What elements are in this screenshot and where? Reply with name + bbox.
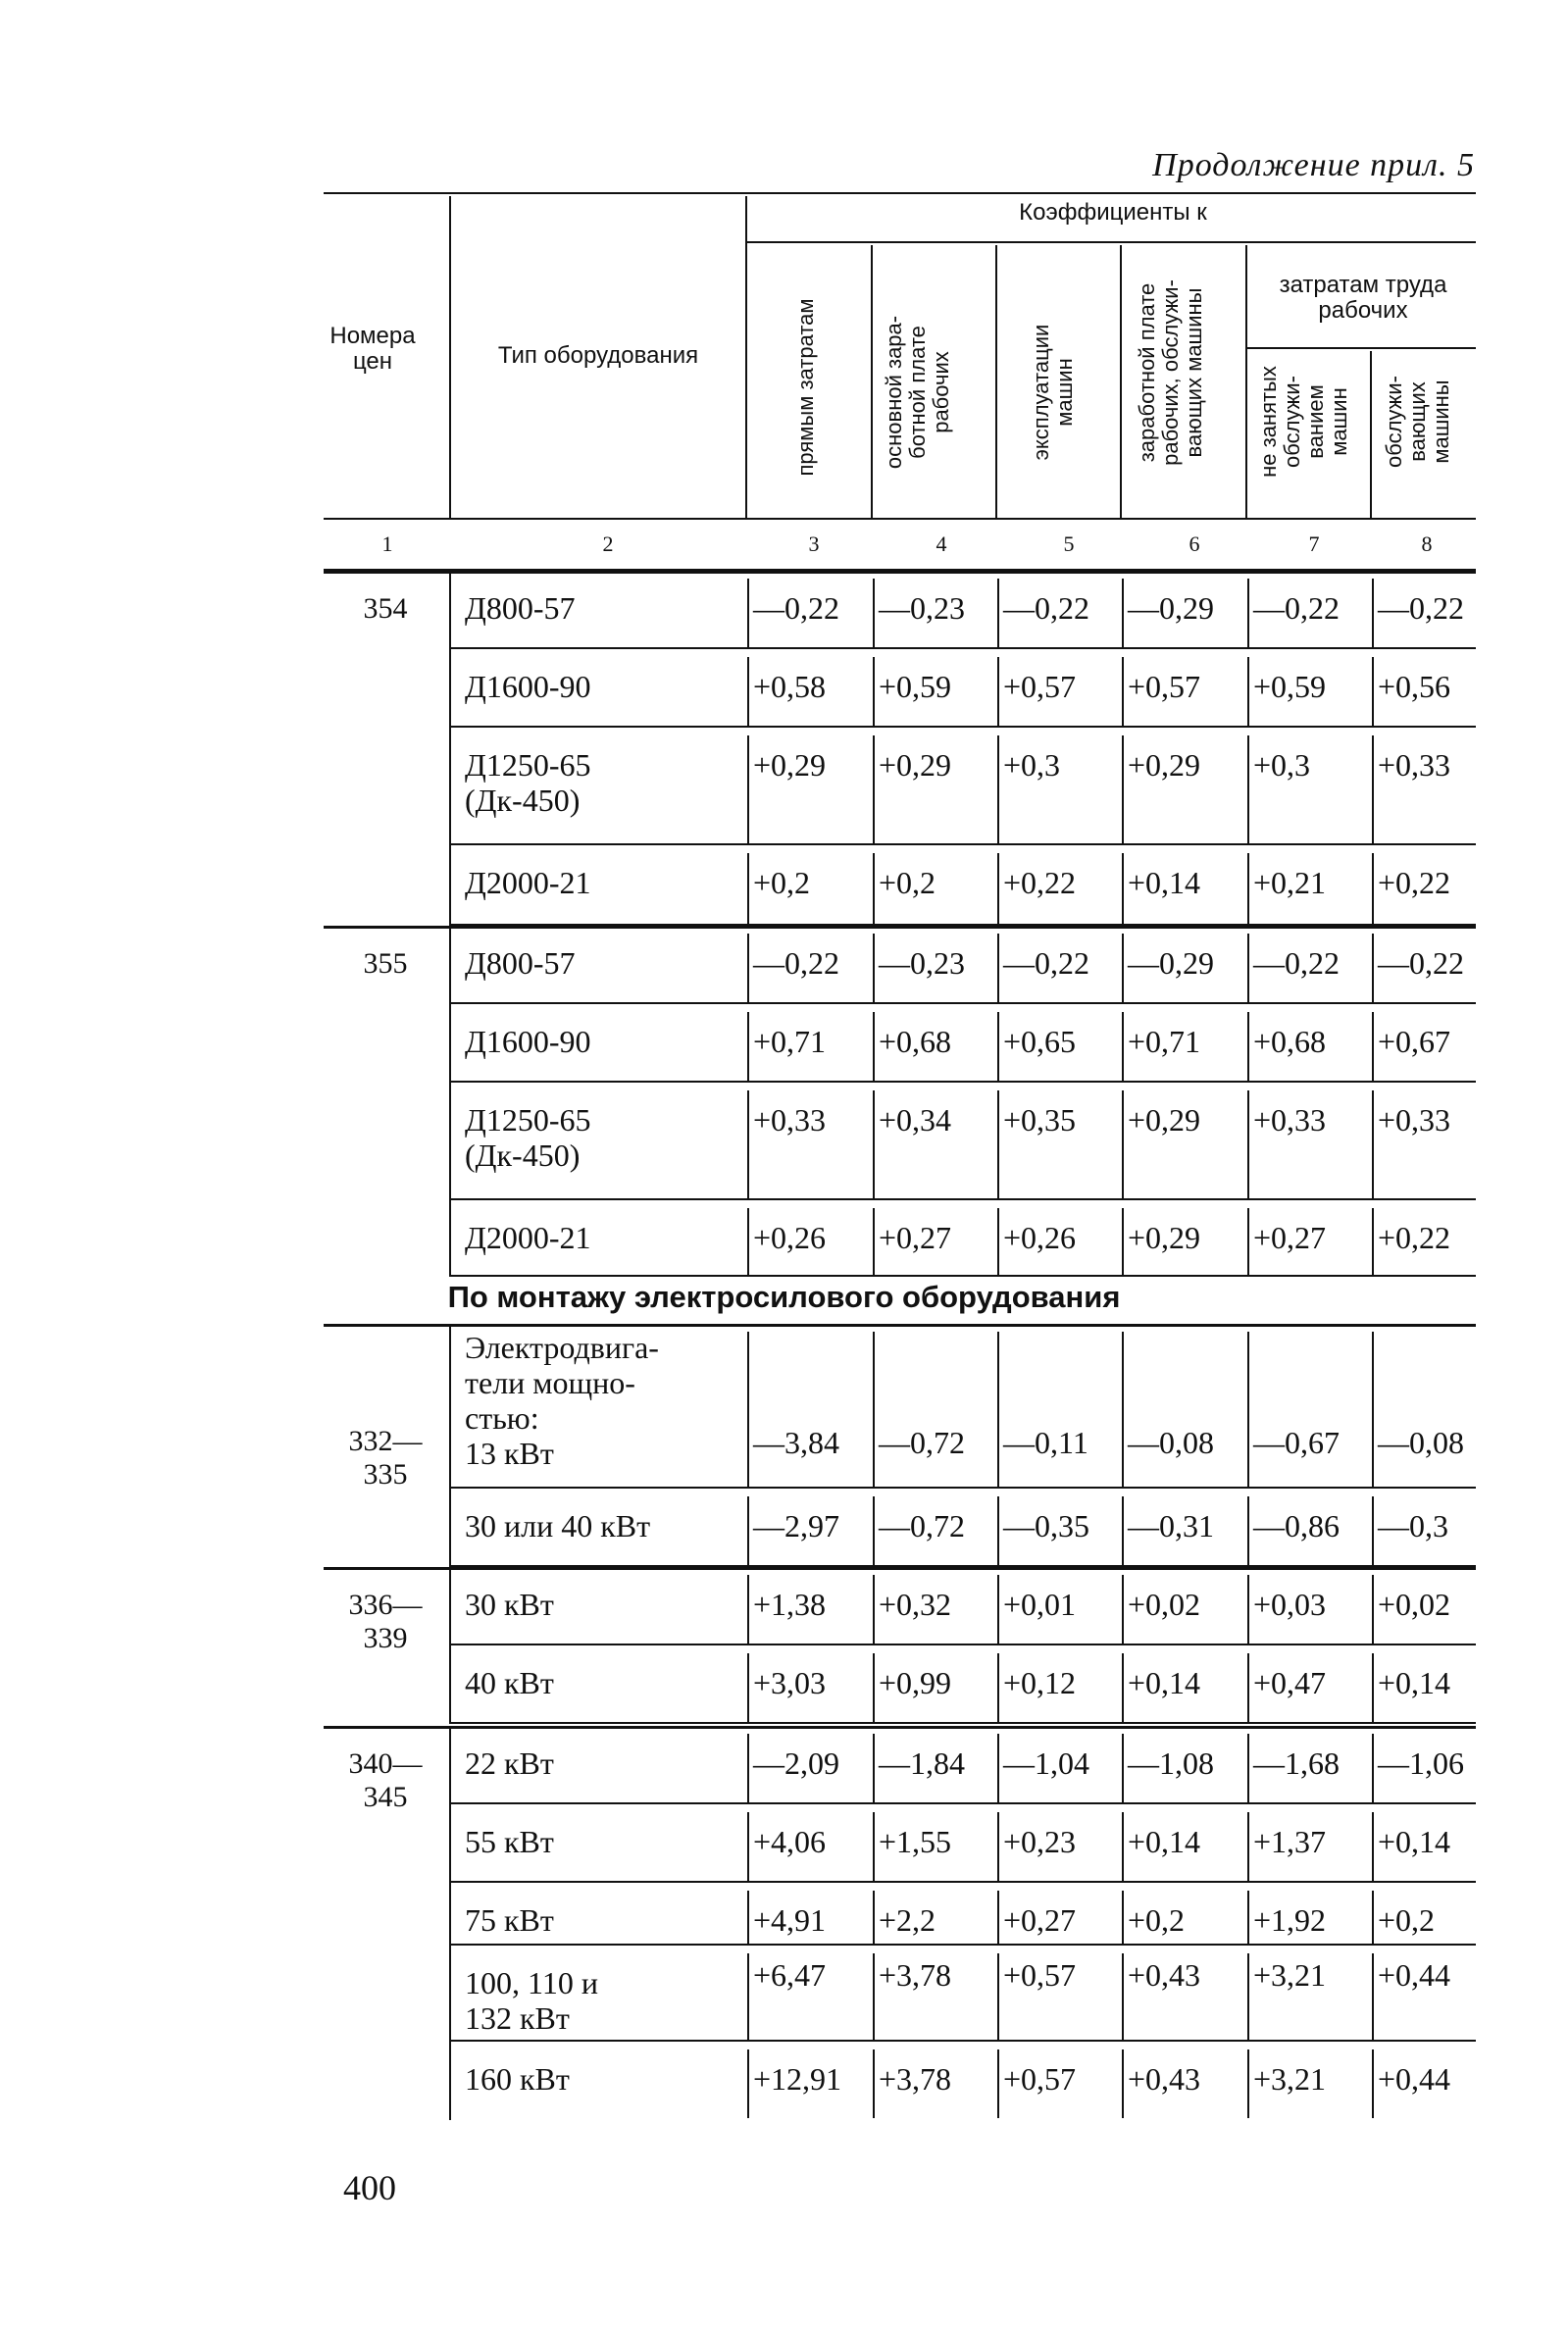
value-cell-border <box>1122 2049 1124 2118</box>
value-cell-border <box>1247 853 1249 924</box>
value-cell-border <box>997 1332 999 1487</box>
value-cell-border <box>873 1575 875 1644</box>
value-cell-border <box>1372 1812 1374 1881</box>
value-cell-border <box>997 2049 999 2118</box>
value-cell-border <box>1247 1734 1249 1802</box>
value-cell-border <box>873 1012 875 1081</box>
equipment-left-border <box>449 1004 451 1083</box>
equipment-left-border <box>449 845 451 926</box>
coefficient-value: +2,2 <box>879 1902 936 1938</box>
value-cell-border <box>1122 579 1124 647</box>
coefficient-value: —0,22 <box>1253 945 1340 981</box>
value-cell-border <box>1247 1090 1249 1198</box>
row-rule <box>451 1002 1476 1004</box>
coefficient-value: +0,02 <box>1378 1587 1451 1622</box>
value-cell-border <box>747 1891 749 1944</box>
coefficient-value: —0,22 <box>1253 590 1340 626</box>
row-rule <box>451 1487 1476 1489</box>
value-cell-border <box>873 1891 875 1944</box>
value-cell-border <box>997 1090 999 1198</box>
equipment-type: Д800-57 <box>465 590 576 626</box>
equipment-left-border <box>449 1567 451 1645</box>
equipment-type: Д1250-65 (Дк-450) <box>465 1102 591 1173</box>
row-rule <box>451 1944 1476 1946</box>
row-rule <box>451 843 1476 845</box>
value-cell-border <box>747 1734 749 1802</box>
coefficient-value: +0,58 <box>753 669 827 704</box>
header-bottom-rule <box>324 518 1476 520</box>
value-cell-border <box>747 1812 749 1881</box>
value-cell-border <box>1247 735 1249 843</box>
equipment-type: 30 или 40 кВт <box>465 1508 651 1543</box>
value-cell-border <box>1372 853 1374 924</box>
value-cell-border <box>873 1090 875 1198</box>
coefficient-value: +1,38 <box>753 1587 827 1622</box>
coefficient-value: +1,37 <box>1253 1824 1327 1859</box>
coefficient-value: +0,12 <box>1003 1665 1077 1700</box>
value-cell-border <box>1372 1012 1374 1081</box>
equipment-type: Д2000-21 <box>465 1220 591 1255</box>
value-cell-border <box>1247 934 1249 1002</box>
coefficient-value: —0,3 <box>1378 1508 1448 1543</box>
coefficient-value: +0,43 <box>1128 1957 1201 1993</box>
value-cell-border <box>747 1496 749 1565</box>
value-cell-border <box>997 657 999 726</box>
value-cell-border <box>1247 1891 1249 1944</box>
value-cell-border <box>747 579 749 647</box>
coefficient-value: +0,26 <box>753 1220 827 1255</box>
coefficient-value: +0,33 <box>1378 747 1451 783</box>
price-number: 340— 345 <box>348 1747 423 1813</box>
coefficient-value: +0,14 <box>1128 1824 1201 1859</box>
value-cell-border <box>997 579 999 647</box>
coefficient-value: —0,29 <box>1128 945 1214 981</box>
header-non-operators: не занятых обслужи- ванием машин <box>1256 366 1351 478</box>
equipment-left-border <box>449 1883 451 1946</box>
coefficient-value: —0,22 <box>1003 590 1089 626</box>
value-cell-border <box>1372 1891 1374 1944</box>
value-cell-border <box>873 1332 875 1487</box>
value-cell-border <box>997 1496 999 1565</box>
row-rule <box>451 1722 1476 1724</box>
value-cell-border <box>873 1953 875 2040</box>
coefficient-value: +0,29 <box>753 747 827 783</box>
value-cell-border <box>1122 1653 1124 1722</box>
coefficient-value: +0,27 <box>879 1220 952 1255</box>
coefficient-value: —0,72 <box>879 1508 965 1543</box>
value-cell-border <box>747 1012 749 1081</box>
coefficient-value: +0,56 <box>1378 669 1451 704</box>
equipment-left-border <box>449 1726 451 1804</box>
coefficient-value: +4,06 <box>753 1824 827 1859</box>
value-cell-border <box>997 1208 999 1275</box>
value-cell-border <box>997 1012 999 1081</box>
coefficient-value: +0,34 <box>879 1102 952 1138</box>
group-separator <box>324 1567 1476 1570</box>
equipment-type: Д1600-90 <box>465 1024 591 1059</box>
price-number: 354 <box>363 592 408 625</box>
value-cell-border <box>1247 2049 1249 2118</box>
coefficient-value: —0,35 <box>1003 1508 1089 1543</box>
value-cell-border <box>1122 1734 1124 1802</box>
value-cell-border <box>1372 1953 1374 2040</box>
coefficient-value: +3,78 <box>879 2061 952 2097</box>
coefficient-value: —0,22 <box>1003 945 1089 981</box>
group-rule <box>747 241 1476 243</box>
equipment-type: Д800-57 <box>465 945 576 981</box>
value-cell-border <box>747 853 749 924</box>
coefficient-value: +0,27 <box>1253 1220 1327 1255</box>
coefficient-value: +0,33 <box>753 1102 827 1138</box>
coefficient-value: —2,09 <box>753 1745 839 1781</box>
coefficient-value: +4,91 <box>753 1902 827 1938</box>
section-title: По монтажу электросилового оборудования <box>447 1280 1121 1314</box>
coefficient-value: +0,68 <box>1253 1024 1327 1059</box>
value-cell-border <box>1122 1496 1124 1565</box>
coefficient-value: +0,02 <box>1128 1587 1201 1622</box>
value-cell-border <box>1372 1332 1374 1487</box>
header-coefficients: Коэффициенты к <box>1019 199 1207 226</box>
value-cell-border <box>747 1653 749 1722</box>
coefficient-value: —0,08 <box>1378 1425 1464 1460</box>
row-rule <box>451 1198 1476 1200</box>
equipment-left-border <box>449 1200 451 1277</box>
equipment-type: 100, 110 и 132 кВт <box>465 1965 598 2036</box>
coefficient-value: +0,3 <box>1003 747 1061 783</box>
coefficient-value: —0,22 <box>753 590 839 626</box>
column-number: 5 <box>1063 531 1075 556</box>
coefficient-value: —0,72 <box>879 1425 965 1460</box>
row-rule <box>451 2040 1476 2042</box>
coefficient-value: —1,06 <box>1378 1745 1464 1781</box>
equipment-type: 55 кВт <box>465 1824 554 1859</box>
coefficient-value: —0,22 <box>1378 590 1464 626</box>
coefficient-value: —3,84 <box>753 1425 839 1460</box>
coefficient-value: +0,99 <box>879 1665 952 1700</box>
value-cell-border <box>1122 1012 1124 1081</box>
value-cell-border <box>1247 1332 1249 1487</box>
coefficient-value: —1,08 <box>1128 1745 1214 1781</box>
value-cell-border <box>1372 1208 1374 1275</box>
value-cell-border <box>1122 1953 1124 2040</box>
price-number: 336— 339 <box>348 1589 423 1654</box>
continuation-caption: Продолжение прил. 5 <box>1152 147 1475 183</box>
coefficient-value: +0,14 <box>1128 1665 1201 1700</box>
coefficient-value: —0,86 <box>1253 1508 1340 1543</box>
value-cell-border <box>997 1653 999 1722</box>
coefficient-value: +0,29 <box>1128 747 1201 783</box>
coefficient-value: —0,08 <box>1128 1425 1214 1460</box>
equipment-type: 40 кВт <box>465 1665 554 1700</box>
coefficient-value: +0,2 <box>1128 1902 1186 1938</box>
row-rule <box>451 1802 1476 1804</box>
column-number: 8 <box>1421 531 1433 556</box>
value-cell-border <box>1372 735 1374 843</box>
row-rule <box>451 1881 1476 1883</box>
header-operator-wage: заработной плате рабочих, обслужи- вающих машины <box>1135 279 1206 466</box>
coefficient-value: +1,92 <box>1253 1902 1327 1938</box>
column-number: 3 <box>808 531 820 556</box>
value-cell-border <box>873 579 875 647</box>
value-cell-border <box>747 1575 749 1644</box>
group-separator <box>324 571 1476 574</box>
coefficient-value: +0,03 <box>1253 1587 1327 1622</box>
equipment-type: 22 кВт <box>465 1745 554 1781</box>
coefficient-value: +12,91 <box>753 2061 842 2097</box>
row-rule <box>451 1275 1476 1277</box>
coefficient-value: +0,22 <box>1378 865 1451 900</box>
value-cell-border <box>1122 1090 1124 1198</box>
value-cell-border <box>747 735 749 843</box>
coefficient-value: +0,67 <box>1378 1024 1451 1059</box>
value-cell-border <box>1122 853 1124 924</box>
coefficient-value: +0,59 <box>879 669 952 704</box>
coefficient-value: —0,67 <box>1253 1425 1340 1460</box>
coefficient-value: +0,2 <box>753 865 811 900</box>
value-cell-border <box>1247 579 1249 647</box>
coefficient-value: +0,29 <box>1128 1102 1201 1138</box>
coefficient-value: +0,44 <box>1378 2061 1451 2097</box>
value-cell-border <box>873 735 875 843</box>
value-cell-border <box>747 1090 749 1198</box>
equipment-left-border <box>449 649 451 728</box>
header-equipment-type: Тип оборудования <box>497 342 699 369</box>
value-cell-border <box>997 1812 999 1881</box>
header-operators: обслужи- вающих машины <box>1382 376 1453 469</box>
value-cell-border <box>1122 1208 1124 1275</box>
value-cell-border <box>747 934 749 1002</box>
equipment-left-border <box>449 2042 451 2120</box>
row-rule <box>451 1644 1476 1645</box>
value-cell-border <box>747 1208 749 1275</box>
value-cell-border <box>997 934 999 1002</box>
coefficient-value: —1,04 <box>1003 1745 1089 1781</box>
coefficient-value: +0,22 <box>1378 1220 1451 1255</box>
coefficient-value: —0,22 <box>753 945 839 981</box>
coefficient-value: +0,29 <box>1128 1220 1201 1255</box>
equipment-left-border <box>449 571 451 649</box>
equipment-left-border <box>449 1083 451 1200</box>
coefficient-value: +0,21 <box>1253 865 1327 900</box>
value-cell-border <box>1372 1496 1374 1565</box>
header-divider <box>1370 351 1372 520</box>
coefficient-value: +3,21 <box>1253 1957 1327 1993</box>
value-cell-border <box>1372 2049 1374 2118</box>
equipment-left-border <box>449 1324 451 1489</box>
equipment-type: Д2000-21 <box>465 865 591 900</box>
row-rule <box>451 647 1476 649</box>
value-cell-border <box>873 1734 875 1802</box>
coefficient-value: —2,97 <box>753 1508 839 1543</box>
value-cell-border <box>997 735 999 843</box>
page-number: 400 <box>343 2168 396 2207</box>
value-cell-border <box>873 1812 875 1881</box>
value-cell-border <box>997 1953 999 2040</box>
coefficient-value: —0,23 <box>879 590 965 626</box>
price-number: 355 <box>363 947 408 980</box>
value-cell-border <box>1372 1653 1374 1722</box>
coefficient-value: +3,21 <box>1253 2061 1327 2097</box>
value-cell-border <box>873 1496 875 1565</box>
header-labor-costs: затратам труда рабочих <box>1279 272 1447 324</box>
equipment-type: Д1600-90 <box>465 669 591 704</box>
coefficient-value: —0,23 <box>879 945 965 981</box>
header-price-numbers: Номера цен <box>329 323 416 375</box>
coefficient-value: +0,35 <box>1003 1102 1077 1138</box>
coefficient-value: +0,71 <box>753 1024 827 1059</box>
equipment-left-border <box>449 1946 451 2042</box>
coefficient-value: +0,2 <box>1378 1902 1436 1938</box>
coefficient-value: +0,43 <box>1128 2061 1201 2097</box>
coefficient-value: +0,57 <box>1003 2061 1077 2097</box>
header-direct-costs: прямым затратам <box>793 298 818 477</box>
equipment-type: Д1250-65 (Дк-450) <box>465 747 591 818</box>
coefficient-value: +0,71 <box>1128 1024 1201 1059</box>
coefficient-value: +0,01 <box>1003 1587 1077 1622</box>
column-number: 4 <box>936 531 947 556</box>
coefficient-value: —0,11 <box>1003 1425 1088 1460</box>
value-cell-border <box>997 1734 999 1802</box>
value-cell-border <box>997 853 999 924</box>
coefficient-value: +0,27 <box>1003 1902 1077 1938</box>
coefficient-value: +0,68 <box>879 1024 952 1059</box>
value-cell-border <box>873 1653 875 1722</box>
value-cell-border <box>1247 1653 1249 1722</box>
value-cell-border <box>747 657 749 726</box>
value-cell-border <box>1372 657 1374 726</box>
price-number: 332— 335 <box>348 1425 423 1491</box>
coefficient-value: +0,29 <box>879 747 952 783</box>
equipment-type: 75 кВт <box>465 1902 554 1938</box>
coefficient-value: +0,65 <box>1003 1024 1077 1059</box>
column-number: 7 <box>1308 531 1320 556</box>
coefficient-value: +0,22 <box>1003 865 1077 900</box>
coefficient-value: +0,32 <box>879 1587 952 1622</box>
value-cell-border <box>1247 1812 1249 1881</box>
row-rule <box>451 1081 1476 1083</box>
value-cell-border <box>873 853 875 924</box>
value-cell-border <box>873 934 875 1002</box>
value-cell-border <box>997 1575 999 1644</box>
coefficient-value: +0,3 <box>1253 747 1311 783</box>
coefficient-value: +0,14 <box>1128 865 1201 900</box>
column-number: 2 <box>602 531 614 556</box>
coefficient-value: +0,57 <box>1003 669 1077 704</box>
coefficient-value: +1,55 <box>879 1824 952 1859</box>
value-cell-border <box>873 1208 875 1275</box>
equipment-left-border <box>449 728 451 845</box>
column-number: 1 <box>381 531 393 556</box>
equipment-type: 30 кВт <box>465 1587 554 1622</box>
value-cell-border <box>873 2049 875 2118</box>
value-cell-border <box>1122 1575 1124 1644</box>
value-cell-border <box>747 1953 749 2040</box>
coefficient-value: +0,23 <box>1003 1824 1077 1859</box>
value-cell-border <box>1122 1891 1124 1944</box>
value-cell-border <box>1247 657 1249 726</box>
header-divider <box>449 196 451 520</box>
value-cell-border <box>1247 1953 1249 2040</box>
coefficient-value: +0,59 <box>1253 669 1327 704</box>
value-cell-border <box>747 2049 749 2118</box>
equipment-left-border <box>449 1489 451 1567</box>
value-cell-border <box>1122 1332 1124 1487</box>
coefficient-value: —0,22 <box>1378 945 1464 981</box>
equipment-type: Электродвига- тели мощно- стью: 13 кВт <box>465 1330 659 1471</box>
value-cell-border <box>1122 1812 1124 1881</box>
coefficient-value: +0,26 <box>1003 1220 1077 1255</box>
equipment-left-border <box>449 926 451 1004</box>
value-cell-border <box>1247 1012 1249 1081</box>
coefficient-value: —1,84 <box>879 1745 965 1781</box>
coefficient-value: +3,03 <box>753 1665 827 1700</box>
row-rule <box>451 726 1476 728</box>
value-cell-border <box>1247 1208 1249 1275</box>
value-cell-border <box>1372 579 1374 647</box>
column-number: 6 <box>1189 531 1200 556</box>
value-cell-border <box>1247 1496 1249 1565</box>
group-separator <box>324 926 1476 929</box>
equipment-type: 160 кВт <box>465 2061 570 2097</box>
value-cell-border <box>997 1891 999 1944</box>
table-top-rule <box>324 192 1476 194</box>
coefficient-value: +0,33 <box>1253 1102 1327 1138</box>
coefficient-value: —0,29 <box>1128 590 1214 626</box>
header-base-wage: основной зара- ботной плате рабочих <box>882 315 953 470</box>
value-cell-border <box>1247 1575 1249 1644</box>
value-cell-border <box>1372 934 1374 1002</box>
coefficient-value: +0,44 <box>1378 1957 1451 1993</box>
coefficient-value: +0,14 <box>1378 1824 1451 1859</box>
header-divider <box>871 245 873 520</box>
coefficient-value: —1,68 <box>1253 1745 1340 1781</box>
value-cell-border <box>1122 934 1124 1002</box>
value-cell-border <box>1372 1575 1374 1644</box>
value-cell-border <box>1122 657 1124 726</box>
header-divider <box>1245 245 1247 520</box>
coefficient-value: +0,33 <box>1378 1102 1451 1138</box>
coefficient-value: +0,57 <box>1128 669 1201 704</box>
value-cell-border <box>1372 1734 1374 1802</box>
coefficient-value: —0,31 <box>1128 1508 1214 1543</box>
equipment-left-border <box>449 1804 451 1883</box>
coefficient-value: +0,47 <box>1253 1665 1327 1700</box>
header-divider <box>745 196 747 520</box>
header-divider <box>995 245 997 520</box>
coefficient-value: +3,78 <box>879 1957 952 1993</box>
group-separator <box>324 1324 1476 1327</box>
equipment-left-border <box>449 1645 451 1724</box>
header-machine-operation: эксплуатации машин <box>1029 324 1077 461</box>
coefficient-value: +6,47 <box>753 1957 827 1993</box>
value-cell-border <box>1122 735 1124 843</box>
header-divider <box>1120 245 1122 520</box>
value-cell-border <box>747 1332 749 1487</box>
value-cell-border <box>1372 1090 1374 1198</box>
coefficient-value: +0,14 <box>1378 1665 1451 1700</box>
value-cell-border <box>873 657 875 726</box>
group-separator <box>324 1726 1476 1729</box>
coefficient-value: +0,57 <box>1003 1957 1077 1993</box>
coefficient-value: +0,2 <box>879 865 936 900</box>
